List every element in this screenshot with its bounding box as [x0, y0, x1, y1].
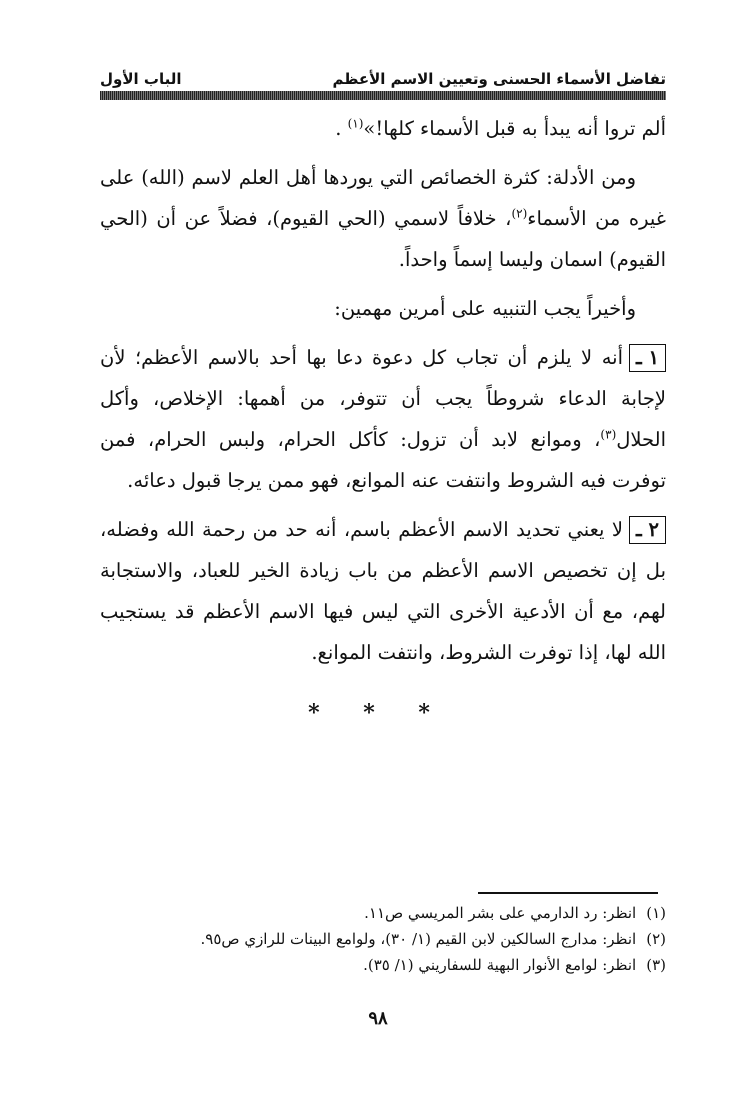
list-item-1-number: ١ ـ — [629, 344, 666, 372]
footnote-number: (٣) — [646, 956, 666, 974]
paragraph-1 — [100, 108, 666, 149]
paragraph-1-end: . — [335, 117, 348, 140]
list-item-2-number: ٢ ـ — [629, 516, 666, 544]
running-header — [100, 62, 666, 88]
list-item-2 — [100, 509, 666, 673]
paragraph-gap — [100, 329, 666, 337]
footnote-text: انظر: مدارج السالكين لابن القيم (١/ ٣٠)، ولوامع البينات للرازي ص٩٥. — [200, 930, 637, 948]
page-number: ٩٨ — [368, 1008, 388, 1029]
footnote-number: (١) — [646, 904, 666, 922]
paragraph-2 — [100, 157, 666, 280]
footnotes — [100, 900, 666, 978]
paragraph-gap — [100, 501, 666, 509]
footnote-text: انظر: رد الدارمي على بشر المريسي ص١١. — [364, 904, 637, 922]
footnote-ref-3: (٣) — [600, 427, 617, 442]
list-item-1-text-a: أنه لا يلزم أن تجاب كل دعوة دعا بها أحد بالاسم الأعظم؛ لأن لإجابة الدعاء شروطاً يجب أن تتوفر، من أهمها: الإخلاص، وأكل الحلال — [100, 346, 666, 451]
paragraph-2-text-b: ، خلافاً لاسمي (الحي القيوم)، فضلاً عن أن (الحي القيوم) اسمان وليسا إسماً واحداً. — [100, 207, 666, 271]
footnote-2 — [100, 926, 666, 952]
section-separator: * * * — [308, 700, 448, 726]
header-book-title: تفاضل الأسماء الحسنى وتعيين الاسم الأعظم — [332, 70, 666, 88]
footnote-rule — [478, 892, 658, 894]
footnote-3 — [100, 952, 666, 978]
paragraph-2-text-a: ومن الأدلة: كثرة الخصائص التي يوردها أهل العلم لاسم (الله) على غيره من الأسماء — [100, 166, 666, 230]
paragraph-gap — [100, 280, 666, 288]
list-item-1-text-b: ، وموانع لابد أن تزول: كأكل الحرام، ولبس الحرام، فمن توفرت فيه الشروط وانتفت عنه الموانع، فهو ممن يرجا قبول دعائه. — [100, 428, 666, 492]
footnote-1 — [100, 900, 666, 926]
header-chapter: الباب الأول — [100, 70, 182, 88]
paragraph-gap — [100, 149, 666, 157]
footnote-ref-1: (١) — [347, 116, 364, 131]
paragraph-1-text: ألم تروا أنه يبدأ به قبل الأسماء كلها!» — [363, 117, 666, 140]
footnote-text: انظر: لوامع الأنوار البهية للسفاريني (١/ ٣٥). — [363, 956, 637, 974]
footnote-ref-2: (٢) — [511, 206, 528, 221]
body-text — [100, 108, 666, 673]
paragraph-3: وأخيراً يجب التنبيه على أمرين مهمين: — [334, 297, 636, 320]
list-item-2-text: لا يعني تحديد الاسم الأعظم باسم، أنه حد من رحمة الله وفضله، بل إن تخصيص الاسم الأعظم من باب زيادة الخير للعباد، والاستجابة لهم، مع أن الأدعية الأخرى التي ليس فيها الاسم الأعظم قد يستجيب الله لها، إذا توفرت الشروط، وانتفت الموانع. — [100, 518, 666, 664]
footnote-number: (٢) — [646, 930, 666, 948]
list-item-1 — [100, 337, 666, 501]
header-rule — [100, 91, 666, 100]
